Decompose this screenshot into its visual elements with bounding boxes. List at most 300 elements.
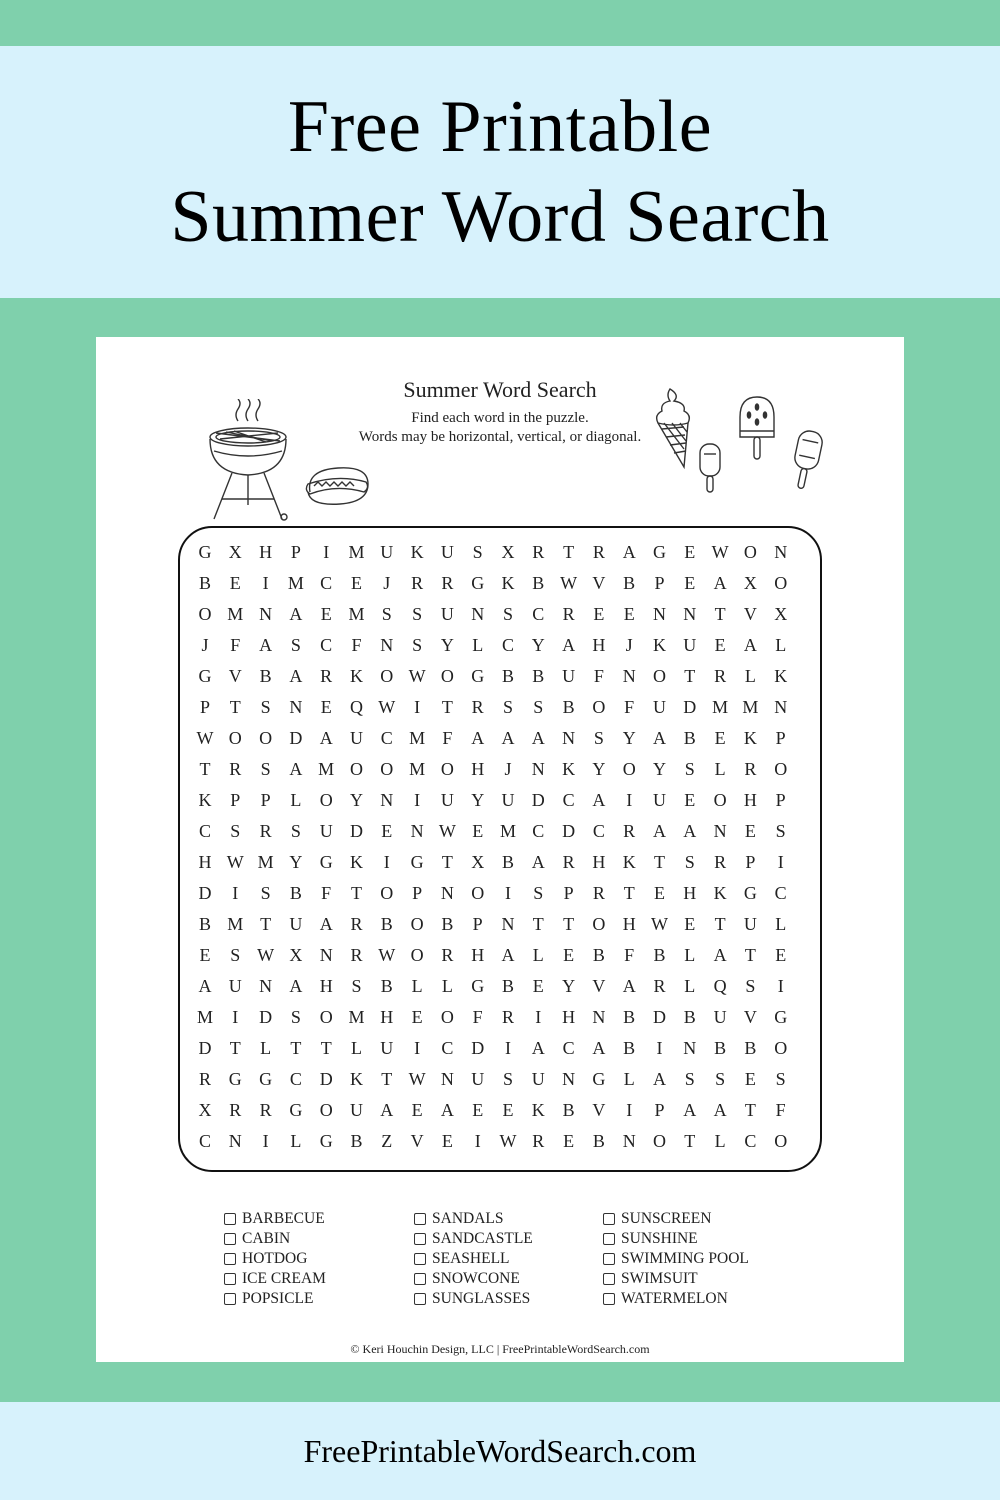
grid-letter[interactable]: B bbox=[562, 697, 575, 717]
grid-letter[interactable]: G bbox=[198, 542, 212, 562]
grid-letter[interactable]: H bbox=[471, 945, 485, 965]
grid-letter[interactable]: W bbox=[560, 573, 578, 593]
grid-letter[interactable]: G bbox=[471, 666, 485, 686]
grid-letter[interactable]: G bbox=[471, 976, 485, 996]
grid-letter[interactable]: N bbox=[592, 1007, 606, 1027]
grid-letter[interactable]: E bbox=[411, 1100, 423, 1120]
grid-letter[interactable]: O bbox=[440, 759, 454, 779]
grid-letter[interactable]: K bbox=[743, 728, 757, 748]
grid-letter[interactable]: N bbox=[774, 542, 788, 562]
grid-letter[interactable]: M bbox=[196, 1007, 213, 1027]
grid-letter[interactable]: T bbox=[654, 852, 665, 872]
word-item[interactable]: SNOWCONE bbox=[414, 1269, 533, 1289]
grid-letter[interactable]: Y bbox=[653, 759, 666, 779]
grid-letter[interactable]: K bbox=[653, 635, 666, 655]
grid-letter[interactable]: P bbox=[745, 852, 756, 872]
grid-letter[interactable]: N bbox=[228, 1131, 242, 1151]
grid-letter[interactable]: A bbox=[471, 728, 485, 748]
grid-letter[interactable]: S bbox=[502, 697, 513, 717]
grid-letter[interactable]: D bbox=[562, 821, 576, 841]
grid-letter[interactable]: S bbox=[745, 976, 756, 996]
grid-letter[interactable]: E bbox=[502, 1100, 514, 1120]
grid-letter[interactable]: R bbox=[320, 666, 333, 686]
grid-letter[interactable]: V bbox=[743, 604, 757, 624]
grid-letter[interactable]: N bbox=[531, 759, 545, 779]
grid-letter[interactable]: O bbox=[713, 790, 727, 810]
grid-letter[interactable]: F bbox=[593, 666, 604, 686]
grid-letter[interactable]: W bbox=[651, 914, 668, 934]
grid-letter[interactable]: N bbox=[683, 1038, 697, 1058]
grid-letter[interactable]: L bbox=[623, 1069, 635, 1089]
grid-letter[interactable]: K bbox=[350, 852, 363, 872]
grid-letter[interactable]: F bbox=[624, 697, 635, 717]
grid-letter[interactable]: E bbox=[381, 821, 393, 841]
grid-letter[interactable]: O bbox=[592, 914, 606, 934]
grid-letter[interactable]: U bbox=[350, 1100, 363, 1120]
grid-letter[interactable]: L bbox=[260, 1038, 272, 1058]
grid-letter[interactable]: W bbox=[378, 697, 396, 717]
grid-letter[interactable]: O bbox=[319, 1007, 333, 1027]
grid-letter[interactable]: I bbox=[626, 790, 633, 810]
grid-letter[interactable]: L bbox=[684, 976, 696, 996]
grid-letter[interactable]: T bbox=[320, 1038, 332, 1058]
grid-letter[interactable]: D bbox=[289, 728, 303, 748]
grid-letter[interactable]: H bbox=[319, 976, 333, 996]
grid-letter[interactable]: G bbox=[653, 542, 666, 562]
grid-letter[interactable]: K bbox=[350, 666, 363, 686]
grid-letter[interactable]: F bbox=[230, 635, 241, 655]
grid-letter[interactable]: A bbox=[653, 821, 666, 841]
grid-letter[interactable]: T bbox=[229, 1038, 241, 1058]
grid-letter[interactable]: O bbox=[380, 759, 394, 779]
grid-letter[interactable]: S bbox=[684, 852, 695, 872]
word-item[interactable]: ICE CREAM bbox=[224, 1269, 326, 1289]
grid-letter[interactable]: K bbox=[501, 573, 515, 593]
grid-letter[interactable]: U bbox=[440, 790, 454, 810]
grid-letter[interactable]: C bbox=[441, 1038, 454, 1058]
grid-letter[interactable]: L bbox=[775, 635, 787, 655]
grid-letter[interactable]: E bbox=[472, 821, 484, 841]
grid-letter[interactable]: N bbox=[380, 790, 394, 810]
grid-letter[interactable]: G bbox=[289, 1100, 303, 1120]
grid-letter[interactable]: Y bbox=[562, 976, 576, 996]
grid-letter[interactable]: K bbox=[198, 790, 212, 810]
grid-letter[interactable]: A bbox=[319, 914, 333, 934]
grid-letter[interactable]: A bbox=[259, 635, 273, 655]
grid-letter[interactable]: D bbox=[653, 1007, 666, 1027]
grid-letter[interactable]: O bbox=[440, 1007, 454, 1027]
grid-letter[interactable]: R bbox=[411, 573, 424, 593]
grid-letter[interactable]: S bbox=[502, 1069, 513, 1089]
grid-letter[interactable]: W bbox=[408, 1069, 426, 1089]
grid-letter[interactable]: I bbox=[232, 883, 239, 903]
grid-letter[interactable]: V bbox=[592, 573, 606, 593]
word-item[interactable]: CABIN bbox=[224, 1229, 326, 1249]
grid-letter[interactable]: B bbox=[562, 1100, 575, 1120]
grid-letter[interactable]: R bbox=[229, 759, 242, 779]
grid-letter[interactable]: R bbox=[562, 604, 575, 624]
grid-letter[interactable]: K bbox=[350, 1069, 363, 1089]
checkbox[interactable] bbox=[414, 1213, 426, 1225]
grid-letter[interactable]: H bbox=[198, 852, 212, 872]
grid-letter[interactable]: N bbox=[622, 666, 636, 686]
grid-letter[interactable]: S bbox=[533, 883, 544, 903]
grid-letter[interactable]: H bbox=[592, 852, 606, 872]
grid-letter[interactable]: P bbox=[654, 1100, 665, 1120]
grid-letter[interactable]: O bbox=[410, 914, 424, 934]
grid-letter[interactable]: T bbox=[290, 1038, 302, 1058]
grid-letter[interactable]: N bbox=[410, 821, 424, 841]
grid-letter[interactable]: E bbox=[532, 976, 544, 996]
grid-letter[interactable]: A bbox=[289, 976, 303, 996]
grid-letter[interactable]: T bbox=[714, 604, 726, 624]
grid-letter[interactable]: Y bbox=[592, 759, 606, 779]
grid-letter[interactable]: E bbox=[684, 542, 696, 562]
grid-letter[interactable]: V bbox=[592, 976, 606, 996]
grid-letter[interactable]: O bbox=[592, 697, 606, 717]
grid-letter[interactable]: X bbox=[289, 945, 303, 965]
grid-letter[interactable]: O bbox=[198, 604, 212, 624]
grid-letter[interactable]: S bbox=[230, 945, 241, 965]
grid-letter[interactable]: A bbox=[683, 821, 697, 841]
grid-letter[interactable]: F bbox=[472, 1007, 483, 1027]
grid-letter[interactable]: B bbox=[259, 666, 272, 686]
grid-letter[interactable]: I bbox=[383, 852, 390, 872]
grid-letter[interactable]: J bbox=[504, 759, 512, 779]
grid-letter[interactable]: F bbox=[775, 1100, 786, 1120]
grid-letter[interactable]: O bbox=[653, 1131, 666, 1151]
grid-letter[interactable]: D bbox=[198, 1038, 212, 1058]
word-item[interactable]: SWIMSUIT bbox=[603, 1269, 749, 1289]
grid-letter[interactable]: M bbox=[257, 852, 274, 872]
grid-letter[interactable]: I bbox=[474, 1131, 481, 1151]
grid-letter[interactable]: S bbox=[260, 883, 271, 903]
grid-letter[interactable]: E bbox=[441, 1131, 453, 1151]
grid-letter[interactable]: W bbox=[378, 945, 396, 965]
grid-letter[interactable]: V bbox=[228, 666, 242, 686]
grid-letter[interactable]: A bbox=[713, 945, 727, 965]
grid-letter[interactable]: O bbox=[743, 542, 757, 562]
grid-letter[interactable]: O bbox=[774, 759, 788, 779]
grid-letter[interactable]: T bbox=[684, 666, 696, 686]
grid-letter[interactable]: X bbox=[471, 852, 485, 872]
grid-letter[interactable]: U bbox=[653, 697, 666, 717]
grid-letter[interactable]: N bbox=[471, 604, 485, 624]
grid-letter[interactable]: D bbox=[198, 883, 212, 903]
checkbox[interactable] bbox=[414, 1233, 426, 1245]
grid-letter[interactable]: K bbox=[774, 666, 788, 686]
grid-letter[interactable]: E bbox=[229, 573, 241, 593]
grid-letter[interactable]: M bbox=[348, 604, 365, 624]
grid-letter[interactable]: M bbox=[348, 542, 365, 562]
grid-letter[interactable]: W bbox=[226, 852, 244, 872]
grid-letter[interactable]: B bbox=[198, 914, 211, 934]
grid-letter[interactable]: L bbox=[714, 1131, 726, 1151]
grid-letter[interactable]: E bbox=[563, 1131, 575, 1151]
grid-letter[interactable]: R bbox=[259, 1100, 272, 1120]
grid-letter[interactable]: B bbox=[653, 945, 666, 965]
grid-letter[interactable]: K bbox=[713, 883, 727, 903]
grid-letter[interactable]: K bbox=[410, 542, 424, 562]
grid-letter[interactable]: M bbox=[318, 759, 335, 779]
grid-letter[interactable]: E bbox=[320, 697, 332, 717]
grid-letter[interactable]: S bbox=[412, 635, 423, 655]
grid-letter[interactable]: R bbox=[441, 573, 454, 593]
grid-letter[interactable]: E bbox=[351, 573, 362, 593]
grid-letter[interactable]: K bbox=[622, 852, 636, 872]
grid-letter[interactable]: E bbox=[684, 914, 696, 934]
grid-letter[interactable]: O bbox=[774, 1131, 788, 1151]
grid-letter[interactable]: D bbox=[683, 697, 697, 717]
grid-letter[interactable]: A bbox=[622, 542, 636, 562]
grid-letter[interactable]: M bbox=[227, 914, 244, 934]
grid-letter[interactable]: I bbox=[232, 1007, 239, 1027]
grid-letter[interactable]: F bbox=[321, 883, 332, 903]
grid-letter[interactable]: O bbox=[319, 1100, 333, 1120]
grid-letter[interactable]: P bbox=[775, 790, 786, 810]
grid-letter[interactable]: R bbox=[653, 976, 666, 996]
grid-letter[interactable]: E bbox=[775, 945, 787, 965]
grid-letter[interactable]: I bbox=[262, 573, 269, 593]
grid-letter[interactable]: M bbox=[227, 604, 244, 624]
grid-letter[interactable]: H bbox=[743, 790, 757, 810]
grid-letter[interactable]: C bbox=[532, 604, 545, 624]
grid-letter[interactable]: H bbox=[622, 914, 636, 934]
grid-letter[interactable]: E bbox=[411, 1007, 423, 1027]
grid-letter[interactable]: R bbox=[441, 945, 454, 965]
grid-letter[interactable]: O bbox=[774, 573, 788, 593]
grid-letter[interactable]: B bbox=[532, 573, 545, 593]
checkbox[interactable] bbox=[603, 1213, 615, 1225]
grid-letter[interactable]: S bbox=[684, 759, 695, 779]
grid-letter[interactable]: B bbox=[380, 914, 393, 934]
grid-letter[interactable]: E bbox=[744, 1069, 756, 1089]
grid-letter[interactable]: P bbox=[563, 883, 574, 903]
grid-letter[interactable]: F bbox=[351, 635, 362, 655]
grid-letter[interactable]: G bbox=[319, 1131, 333, 1151]
grid-letter[interactable]: O bbox=[774, 1038, 788, 1058]
grid-letter[interactable]: R bbox=[714, 666, 727, 686]
grid-letter[interactable]: K bbox=[562, 759, 576, 779]
grid-letter[interactable]: O bbox=[350, 759, 363, 779]
grid-letter[interactable]: N bbox=[380, 635, 394, 655]
grid-letter[interactable]: M bbox=[742, 697, 759, 717]
grid-letter[interactable]: B bbox=[683, 1007, 696, 1027]
grid-letter[interactable]: O bbox=[622, 759, 636, 779]
grid-letter[interactable]: I bbox=[505, 1038, 511, 1058]
grid-letter[interactable]: A bbox=[289, 666, 303, 686]
checkbox[interactable] bbox=[224, 1233, 236, 1245]
grid-letter[interactable]: R bbox=[744, 759, 757, 779]
grid-letter[interactable]: E bbox=[472, 1100, 484, 1120]
grid-letter[interactable]: K bbox=[531, 1100, 545, 1120]
grid-letter[interactable]: C bbox=[320, 573, 333, 593]
grid-letter[interactable]: E bbox=[563, 945, 575, 965]
grid-letter[interactable]: S bbox=[351, 976, 362, 996]
grid-letter[interactable]: C bbox=[774, 883, 787, 903]
grid-letter[interactable]: E bbox=[684, 790, 696, 810]
grid-letter[interactable]: U bbox=[380, 1038, 394, 1058]
grid-letter[interactable]: N bbox=[319, 945, 333, 965]
grid-letter[interactable]: A bbox=[622, 976, 636, 996]
grid-letter[interactable]: G bbox=[259, 1069, 273, 1089]
grid-letter[interactable]: J bbox=[201, 635, 209, 655]
grid-letter[interactable]: A bbox=[562, 635, 576, 655]
grid-letter[interactable]: P bbox=[654, 573, 665, 593]
grid-letter[interactable]: R bbox=[592, 883, 605, 903]
grid-letter[interactable]: M bbox=[409, 728, 426, 748]
grid-letter[interactable]: A bbox=[501, 728, 515, 748]
grid-letter[interactable]: V bbox=[410, 1131, 424, 1151]
grid-letter[interactable]: P bbox=[230, 790, 241, 810]
word-item[interactable]: SEASHELL bbox=[414, 1249, 533, 1269]
grid-letter[interactable]: Z bbox=[381, 1131, 393, 1151]
grid-letter[interactable]: A bbox=[289, 604, 303, 624]
grid-letter[interactable]: C bbox=[592, 821, 605, 841]
grid-letter[interactable]: U bbox=[713, 1007, 727, 1027]
grid-letter[interactable]: R bbox=[198, 1069, 211, 1089]
grid-letter[interactable]: Y bbox=[350, 790, 363, 810]
checkbox[interactable] bbox=[603, 1293, 615, 1305]
grid-letter[interactable]: A bbox=[743, 635, 757, 655]
grid-letter[interactable]: U bbox=[471, 1069, 485, 1089]
grid-letter[interactable]: P bbox=[260, 790, 271, 810]
grid-letter[interactable]: O bbox=[440, 666, 454, 686]
grid-letter[interactable]: H bbox=[471, 759, 485, 779]
grid-letter[interactable]: W bbox=[499, 1131, 517, 1151]
grid-letter[interactable]: M bbox=[409, 759, 426, 779]
grid-letter[interactable]: R bbox=[259, 821, 272, 841]
grid-letter[interactable]: S bbox=[684, 1069, 695, 1089]
grid-letter[interactable]: P bbox=[412, 883, 423, 903]
checkbox[interactable] bbox=[224, 1213, 236, 1225]
word-item[interactable]: HOTDOG bbox=[224, 1249, 326, 1269]
grid-letter[interactable]: G bbox=[774, 1007, 788, 1027]
grid-letter[interactable]: B bbox=[623, 1007, 636, 1027]
grid-letter[interactable]: O bbox=[380, 883, 394, 903]
grid-letter[interactable]: U bbox=[531, 1069, 545, 1089]
grid-letter[interactable]: N bbox=[289, 697, 303, 717]
grid-letter[interactable]: E bbox=[320, 604, 332, 624]
grid-letter[interactable]: S bbox=[715, 1069, 726, 1089]
grid-letter[interactable]: B bbox=[592, 1131, 605, 1151]
grid-letter[interactable]: A bbox=[198, 976, 212, 996]
checkbox[interactable] bbox=[414, 1273, 426, 1285]
grid-letter[interactable]: B bbox=[441, 914, 454, 934]
grid-letter[interactable]: N bbox=[713, 821, 727, 841]
grid-letter[interactable]: G bbox=[198, 666, 212, 686]
grid-letter[interactable]: S bbox=[593, 728, 604, 748]
grid-letter[interactable]: E bbox=[654, 883, 665, 903]
grid-letter[interactable]: I bbox=[414, 1038, 421, 1058]
grid-letter[interactable]: E bbox=[744, 821, 756, 841]
checkbox[interactable] bbox=[414, 1253, 426, 1265]
checkbox[interactable] bbox=[603, 1233, 615, 1245]
grid-letter[interactable]: R bbox=[623, 821, 636, 841]
grid-letter[interactable]: G bbox=[410, 852, 424, 872]
grid-letter[interactable]: E bbox=[714, 728, 726, 748]
grid-letter[interactable]: T bbox=[744, 945, 756, 965]
grid-letter[interactable]: P bbox=[775, 728, 786, 748]
grid-letter[interactable]: L bbox=[290, 790, 302, 810]
grid-letter[interactable]: L bbox=[351, 1038, 362, 1058]
grid-letter[interactable]: O bbox=[410, 945, 424, 965]
grid-letter[interactable]: B bbox=[501, 976, 514, 996]
grid-letter[interactable]: W bbox=[438, 821, 456, 841]
grid-letter[interactable]: O bbox=[259, 728, 273, 748]
grid-letter[interactable]: T bbox=[381, 1069, 393, 1089]
grid-letter[interactable]: T bbox=[532, 914, 544, 934]
grid-letter[interactable]: B bbox=[501, 852, 514, 872]
word-item[interactable]: SANDCASTLE bbox=[414, 1229, 533, 1249]
grid-letter[interactable]: C bbox=[562, 790, 575, 810]
grid-letter[interactable]: B bbox=[532, 666, 545, 686]
grid-letter[interactable]: E bbox=[199, 945, 211, 965]
grid-letter[interactable]: A bbox=[653, 728, 666, 748]
grid-letter[interactable]: G bbox=[319, 852, 333, 872]
grid-letter[interactable]: E bbox=[684, 573, 696, 593]
grid-letter[interactable]: Q bbox=[350, 697, 363, 717]
grid-letter[interactable]: C bbox=[532, 821, 545, 841]
grid-letter[interactable]: Y bbox=[289, 852, 303, 872]
grid-letter[interactable]: A bbox=[713, 573, 727, 593]
grid-letter[interactable]: C bbox=[501, 635, 514, 655]
grid-letter[interactable]: I bbox=[626, 1100, 633, 1120]
grid-letter[interactable]: W bbox=[711, 542, 729, 562]
grid-letter[interactable]: A bbox=[531, 728, 545, 748]
grid-letter[interactable]: U bbox=[380, 542, 394, 562]
grid-letter[interactable]: T bbox=[229, 697, 241, 717]
grid-letter[interactable]: I bbox=[777, 976, 784, 996]
grid-letter[interactable]: B bbox=[380, 976, 393, 996]
grid-letter[interactable]: N bbox=[440, 883, 454, 903]
grid-letter[interactable]: R bbox=[350, 945, 363, 965]
grid-letter[interactable]: M bbox=[348, 1007, 365, 1027]
grid-letter[interactable]: R bbox=[592, 542, 605, 562]
grid-letter[interactable]: H bbox=[592, 635, 606, 655]
grid-letter[interactable]: U bbox=[562, 666, 576, 686]
grid-letter[interactable]: I bbox=[535, 1007, 542, 1027]
grid-letter[interactable]: D bbox=[319, 1069, 333, 1089]
checkbox[interactable] bbox=[414, 1293, 426, 1305]
grid-letter[interactable]: T bbox=[441, 697, 453, 717]
grid-letter[interactable]: I bbox=[656, 1038, 663, 1058]
grid-letter[interactable]: N bbox=[259, 604, 273, 624]
grid-letter[interactable]: O bbox=[228, 728, 242, 748]
grid-letter[interactable]: O bbox=[319, 790, 333, 810]
grid-letter[interactable]: U bbox=[350, 728, 363, 748]
grid-letter[interactable]: C bbox=[198, 1131, 211, 1151]
word-item[interactable]: POPSICLE bbox=[224, 1289, 326, 1309]
grid-letter[interactable]: T bbox=[199, 759, 211, 779]
grid-letter[interactable]: R bbox=[471, 697, 484, 717]
grid-letter[interactable]: B bbox=[198, 573, 211, 593]
grid-letter[interactable]: G bbox=[228, 1069, 242, 1089]
grid-letter[interactable]: H bbox=[683, 883, 697, 903]
grid-letter[interactable]: W bbox=[408, 666, 426, 686]
grid-letter[interactable]: L bbox=[744, 666, 756, 686]
grid-letter[interactable]: T bbox=[441, 852, 453, 872]
grid-letter[interactable]: S bbox=[290, 821, 301, 841]
word-item[interactable]: SUNGLASSES bbox=[414, 1289, 533, 1309]
word-item[interactable]: BARBECUE bbox=[224, 1209, 326, 1229]
grid-letter[interactable]: I bbox=[262, 1131, 269, 1151]
grid-letter[interactable]: A bbox=[713, 1100, 727, 1120]
grid-letter[interactable]: U bbox=[440, 542, 454, 562]
grid-letter[interactable]: H bbox=[259, 542, 273, 562]
grid-letter[interactable]: M bbox=[499, 821, 516, 841]
grid-letter[interactable]: U bbox=[440, 604, 454, 624]
